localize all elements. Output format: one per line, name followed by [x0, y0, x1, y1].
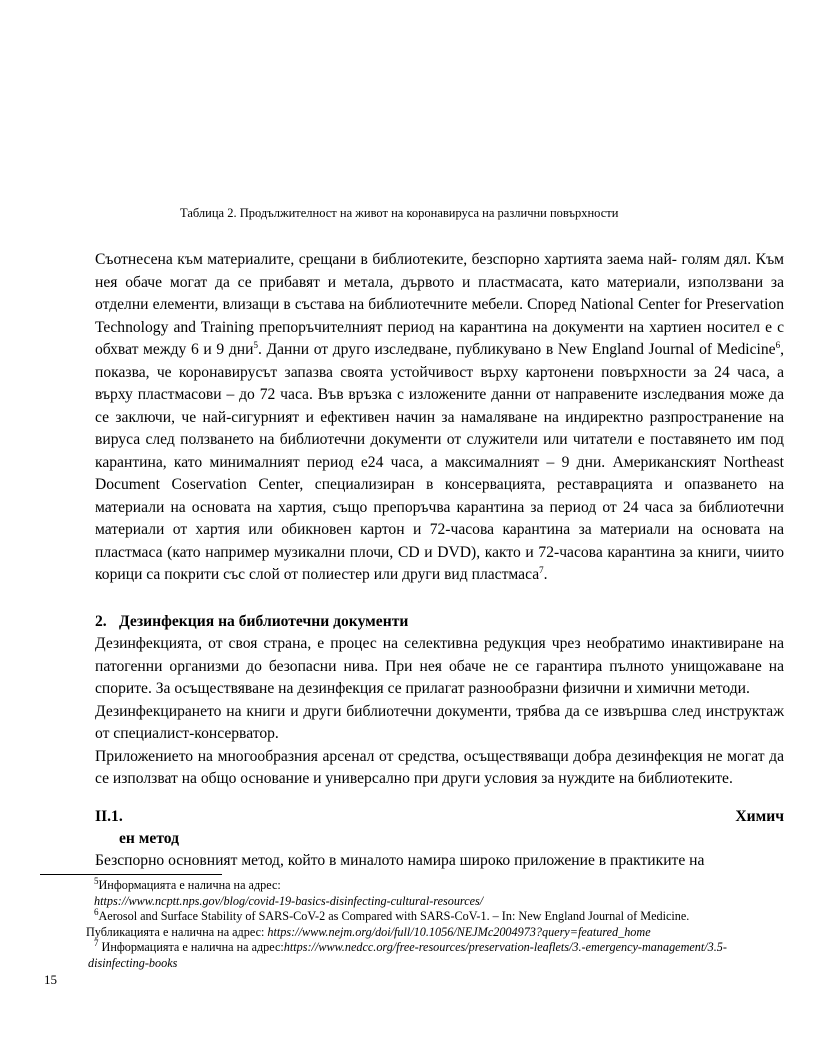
- section-number: 2.: [95, 613, 107, 630]
- footnote-6: [88, 906, 800, 925]
- paragraph-chemical-method: Безспорно основният метод, който в миналото намира широко приложение в практиките на: [95, 852, 705, 869]
- footnote-7-link-cont[interactable]: disinfecting-books: [88, 955, 178, 970]
- section-title: Дезинфекция на библиотечни документи: [119, 613, 409, 630]
- footnote-text: Информацията е налична на адрес:: [98, 940, 284, 954]
- footnote-number: 6: [94, 906, 99, 917]
- footnote-5-link[interactable]: https://www.ncptt.nps.gov/blog/covid-19-basics-disinfecting-cultural-resources/: [94, 893, 484, 908]
- footnote-ref-5[interactable]: 5: [253, 339, 258, 350]
- footnote-text: Публикацията е налична на адрес:: [86, 924, 268, 939]
- footnote-7-link[interactable]: https://www.nedcc.org/free-resources/preservation-leaflets/3.-emergency-management/3.5-: [283, 940, 727, 954]
- paragraph-quarantine: [95, 249, 784, 587]
- table-caption: Таблица 2. Продължителност на живот на коронавируса на различни повърхности: [180, 206, 619, 220]
- paragraph-text: , показва, че коронавирусът запазва своята устойчивост върху картонени повърхности за 24 часа, а върху пластмасови – до 72 часа. Във връзка с изложените данни от направените изследвания може да се заключи, че най-сигурният и ефективен начин за намаляване на индиректно разпространение на вируса след ползването на библиотечни документи от служители или читатели е поставянето им под карантина, като минималният период е24 часа, а максималният – 9 дни. Американският Northeast Document Coservation Center, специализиран в консервацията, реставрацията и опазването на материали на основата на хартия, също препоръчва карантина за период от 24 часа за библиотечни материали от хартия или обикновен картон и 72-часова карантина за материали на основата на пластмаса (като например музикални плочи, CD и DVD), както и 72-часова карантина за книги, чиито корици са покрити със слой от полиестер или други вид пластмаса: [95, 341, 784, 583]
- paragraph-text: Съотнесена към материалите, срещани в библиотеките, безспорно хартията заема най- голям дял. Към нея обаче могат да се прибавят и метала, дървото и пластмасата, като материали, използвани за отделни елементи, влизащи в състава на библиотечните мебели. Според National Center for Preservation Technology and Training препоръчителният период на карантина на документи на хартиен носител е с обхват между 6 и 9 дни: [95, 251, 784, 358]
- footnote-7: [88, 937, 800, 956]
- paragraph-disinfection-instruction: Дезинфекцирането на книги и други библиотечни документи, трябва да се извършва след инструктаж от специалист-консерватор.: [95, 702, 784, 742]
- footnote-ref-7[interactable]: 7: [539, 564, 544, 575]
- paragraph-disinfection-definition: Дезинфекцията, от своя страна, е процес на селективна редукция чрез необратимо инактивиране на патогенни организми до безопасни нива. При нея обаче не се гарантира пълното унищожаване на спорите. За осъществяване на дезинфекция се прилагат разнообразни физични и химични методи.: [95, 635, 784, 697]
- footnote-6-url-line: [86, 925, 800, 941]
- section-disinfection-body: [95, 633, 784, 791]
- footnote-separator: [40, 874, 222, 875]
- page-number: 15: [44, 972, 57, 987]
- footnote-5-url-line: [88, 894, 800, 910]
- paragraph-text: . Данни от друго изследване, публикувано в New England Journal of Medicine: [257, 341, 776, 358]
- footnote-text: Информацията е налична на адрес:: [98, 878, 281, 892]
- footnote-number: 7: [94, 937, 99, 948]
- footnote-7-url-line: [88, 956, 800, 972]
- footnote-number: 5: [94, 875, 99, 886]
- subsection-title-part2: ен метод: [119, 830, 180, 847]
- footnotes: [86, 875, 800, 971]
- footnote-6-link[interactable]: https://www.nejm.org/doi/full/10.1056/NEJMc2004973?query=featured_home: [267, 924, 651, 939]
- paragraph-disinfection-means: Приложението на многообразния арсенал от средства, осъществяващи добра дезинфекция не могат да се използват на общо основание и универсално при други условия за нуждите на библиотеките.: [95, 747, 784, 787]
- subsection-number: II.1.: [95, 808, 123, 825]
- subsection-title-part1: Химич: [735, 808, 784, 825]
- section-heading-disinfection: [95, 611, 408, 634]
- paragraph-text: .: [543, 566, 548, 583]
- footnote-5: [88, 875, 800, 894]
- footnote-ref-6[interactable]: 6: [775, 339, 781, 350]
- footnote-text: Aerosol and Surface Stability of SARS-CoV-2 as Compared with SARS-CoV-1. – In: New England Journal of Medicine.: [98, 909, 690, 923]
